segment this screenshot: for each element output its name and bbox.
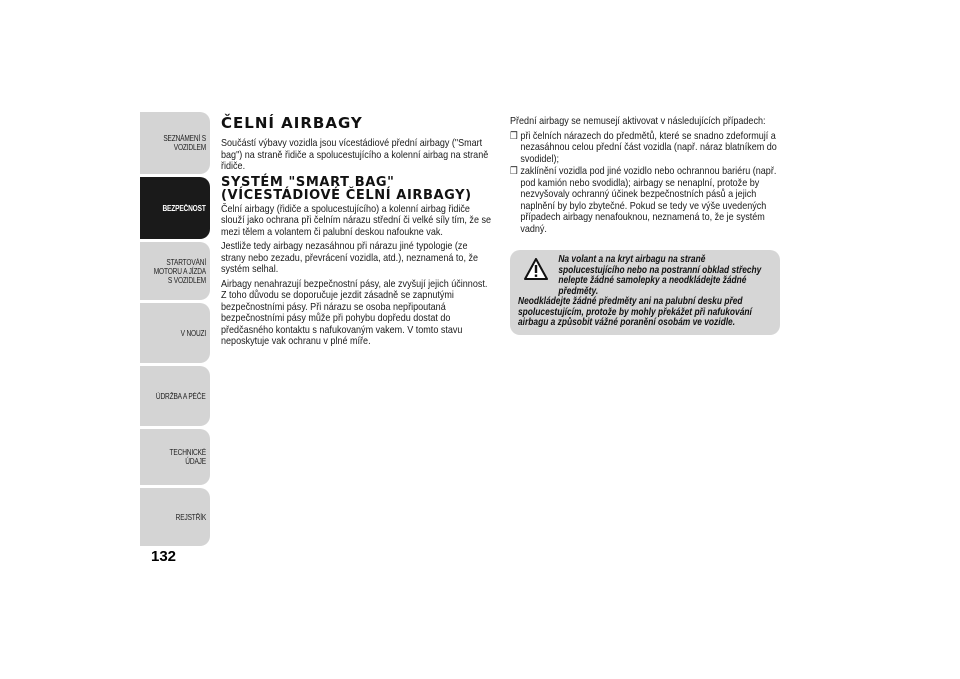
tab-label: ÚDRŽBA A PÉČE xyxy=(156,391,206,401)
left-column xyxy=(221,114,493,351)
tab-bezpecnost[interactable] xyxy=(140,177,210,239)
paragraph-2: Jestliže tedy airbagy nezasáhnou při nárazu jiné typologie (ze strany nebo zezadu, převrácení vozidla, atd.), neznamená to, že systém selhal. xyxy=(221,240,479,275)
tab-udrzba[interactable] xyxy=(140,366,210,426)
tab-label: SEZNÁMENÍ S VOZIDLEM xyxy=(163,134,206,152)
right-column xyxy=(510,116,782,236)
list-item xyxy=(510,131,782,166)
tab-label: BEZPEČNOST xyxy=(162,203,206,213)
checkbox-bullet-icon: ❒ xyxy=(510,166,518,177)
tab-v-nouzi[interactable] xyxy=(140,303,210,363)
tab-label: REJSTŘÍK xyxy=(175,512,206,522)
subsection-title: SYSTÉM "SMART BAG" (VÍCESTÁDIOVÉ ČELNÍ AIRBAGY) xyxy=(221,174,472,203)
tab-startovani[interactable] xyxy=(140,242,210,300)
tab-label: TECHNICKÉ ÚDAJE xyxy=(169,448,206,466)
bullet-list xyxy=(510,131,782,236)
warning-box xyxy=(510,250,780,335)
tab-seznameni[interactable] xyxy=(140,112,210,174)
intro-paragraph: Součástí výbavy vozidla jsou vícestádiové přední airbagy ("Smart bag") na straně řidiče a spolucestujícího a kolenní airbag na straně řidiče. xyxy=(221,137,489,172)
page-number: 132 xyxy=(151,548,177,565)
right-intro: Přední airbagy se nemusejí aktivovat v následujících případech: xyxy=(510,115,766,127)
list-item-text: zaklínění vozidla pod jiné vozidlo nebo ochrannou bariéru (např. pod kamión nebo svodidla); airbagy se nenaplní, protože by nezvyšovaly ochranný účinek bezpečnostních pásů a jejich naplnění by bylo zbytečné. Pokud se tedy ve výše uvedených případech airbagy nenafouknou, neznamená to, že je systém vadný. xyxy=(520,165,777,235)
tab-label: V NOUZI xyxy=(180,328,206,338)
checkbox-bullet-icon: ❒ xyxy=(510,130,518,142)
tab-rejstrik[interactable] xyxy=(140,488,210,546)
paragraph-1: Čelní airbagy (řidiče a spolucestujícího) a kolenní airbag řidiče slouží jako ochrana při čelním nárazu střední či velké síly tím, že se mezi tělem a volantem či palubní deskou nafoukne vak. xyxy=(221,202,492,238)
tab-technicke-udaje[interactable] xyxy=(140,429,210,485)
list-item xyxy=(510,166,782,235)
warning-line-2: Neodkládejte žádné předměty ani na palubní desku před spolucestujícím, protože by mohly překážet při nafukování airbagu a způsobit vážné poranění osobám ve vozidle. xyxy=(518,296,752,328)
list-item-text: při čelních nárazech do předmětů, které se snadno zdeformují a nezasáhnou celou přední část vozidla (např. náraz blatníkem do svodidel); xyxy=(520,129,777,165)
paragraph-3: Airbagy nenahrazují bezpečnostní pásy, ale zvyšují jejich účinnost. Z toho důvodu se doporučuje jezdit zásadně se zapnutými bezpečnostními pásy. Při nárazu se osoba nepřipoutaná bezpečnostními pásy může při pohybu dopředu dostat do předčasného kontaktu s nafukovaným vakem. V tomto stavu neposkytuje vak ochranu v plné míře. xyxy=(221,277,488,347)
warning-text xyxy=(518,255,770,329)
section-title: ČELNÍ AIRBAGY xyxy=(221,114,363,132)
warning-line-1: Na volant a na kryt airbagu na straně spolucestujícího nebo na postranní obklad střechy nelepte žádné samolepky a neodkládejte žádné předměty. xyxy=(558,254,762,297)
tab-label: STARTOVÁNÍ MOTORU A JÍZDA S VOZIDLEM xyxy=(153,257,206,285)
